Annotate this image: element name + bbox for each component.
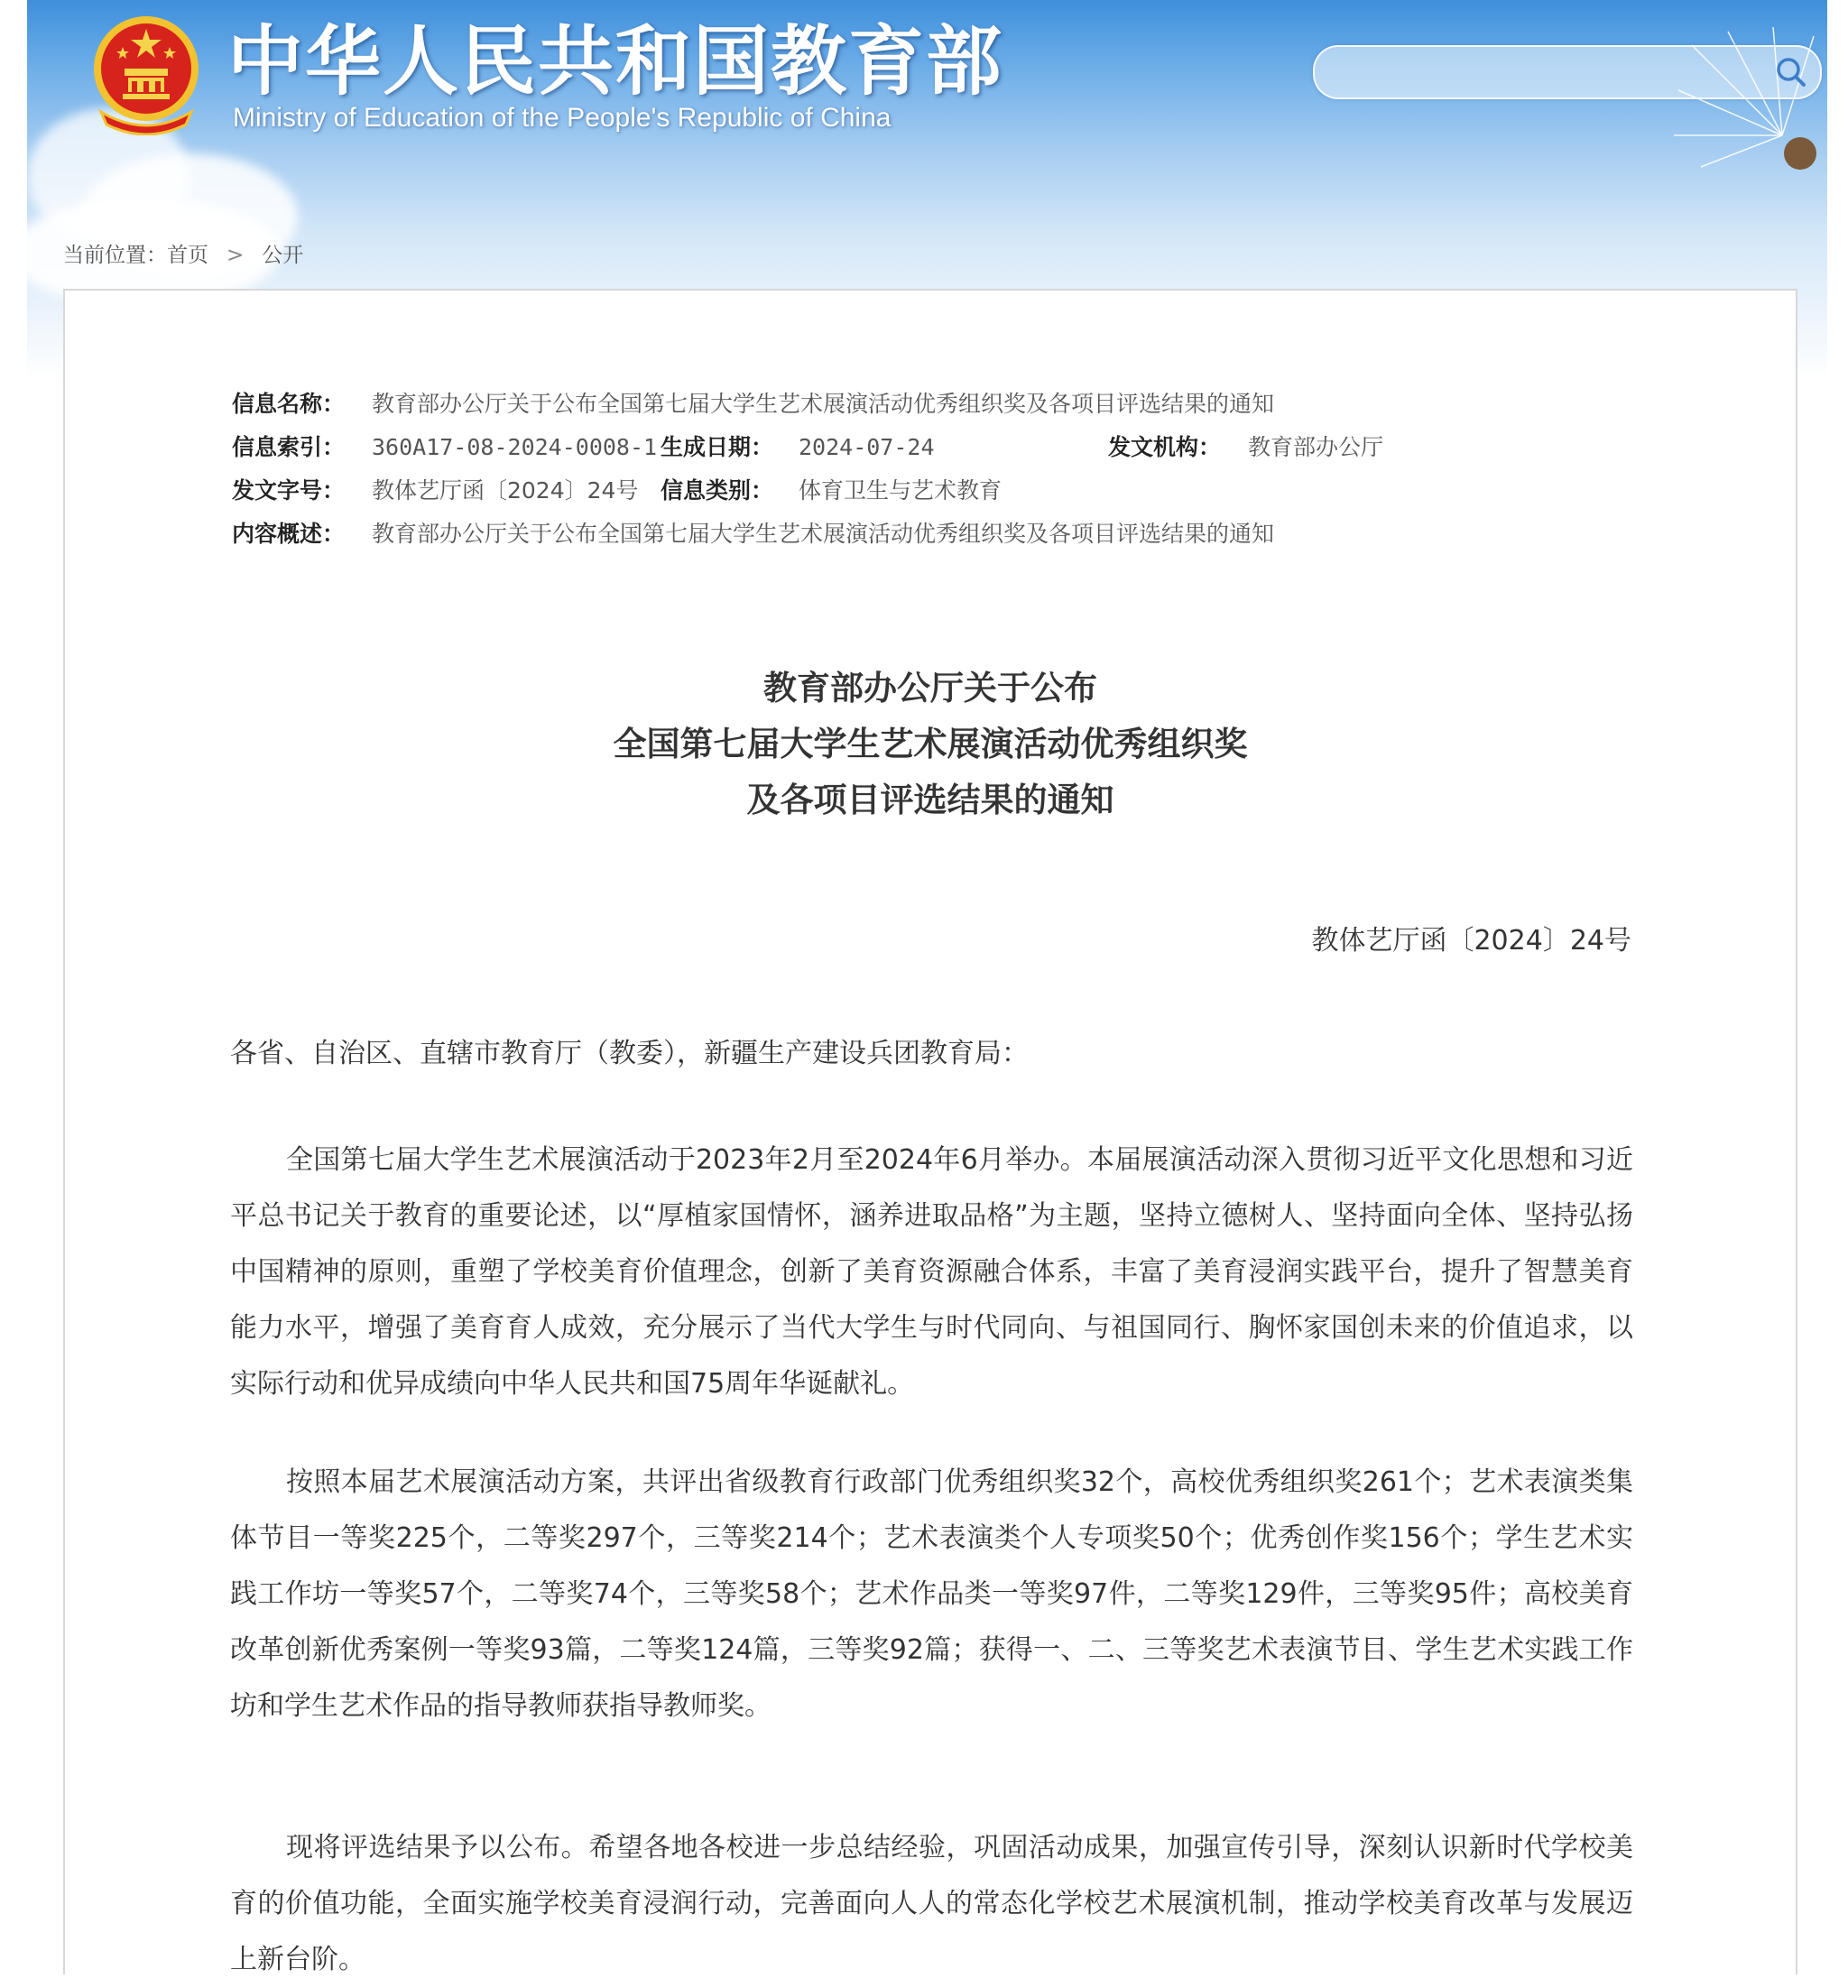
site-title-cn[interactable]: 中华人民共和国教育部	[227, 17, 1004, 106]
article-paragraph: 按照本届艺术展演活动方案，共评出省级教育行政部门优秀组织奖32个，高校优秀组织奖261个；艺术表演类集体节目一等奖225个，二等奖297个，三等奖214个；艺术表演类个人专项奖50个；优秀创作奖156个；学生艺术实践工作坊一等奖57个，二等奖74个，三等奖58个；艺术作品类一等奖97件，二等奖129件，三等奖95件；高校美育改革创新优秀案例一等奖93篇，二等奖124篇，三等奖92篇；获得一、二、三等奖艺术表演节目、学生艺术实践工作坊和学生艺术作品的指导教师获指导教师奖。	[230, 1466, 1633, 1722]
info-table	[232, 383, 1383, 556]
document-number: 教体艺厅函〔2024〕24号	[1311, 925, 1631, 957]
addressee: 各省、自治区、直辖市教育厅（教委），新疆生产建设兵团教育局：	[230, 1038, 1029, 1069]
info-label: 信息类别：	[661, 477, 774, 504]
info-value: 360A17-08-2024-0008-1	[372, 434, 658, 460]
article-paragraph: 全国第七届大学生艺术展演活动于2023年2月至2024年6月举办。本届展演活动深入贯彻习近平文化思想和习近平总书记关于教育的重要论述，以“厚植家国情怀，涵养进取品格”为主题，坚持立德树人、坚持面向全体、坚持弘扬中国精神的原则，重塑了学校美育价值理念，创新了美育资源融合体系，丰富了美育浸润实践平台，提升了智慧美育能力水平，增强了美育育人成效，充分展示了当代大学生与时代同向、与祖国同行、胸怀家国创未来的价值追求，以实际行动和优异成绩向中华人民共和国75周年华诞献礼。	[230, 1144, 1633, 1400]
chevron-right-icon: >	[226, 244, 245, 267]
info-value: 教育部办公厅关于公布全国第七届大学生艺术展演活动优秀组织奖及各项目评选结果的通知	[372, 521, 1275, 547]
breadcrumb-current-link[interactable]: 公开	[262, 244, 304, 267]
search-icon[interactable]	[1773, 54, 1809, 90]
info-label: 内容概述：	[232, 521, 346, 547]
info-label: 生成日期：	[661, 434, 774, 460]
info-row-docno	[232, 469, 1383, 513]
article-title	[65, 661, 1796, 828]
site-title-en[interactable]: Ministry of Education of the People's Republic of China	[233, 103, 892, 133]
article-paragraph: 现将评选结果予以公布。希望各地各校进一步总结经验，巩固活动成果，加强宣传引导，深刻认识新时代学校美育的价值功能，全面实施学校美育浸润行动，完善面向人人的常态化学校艺术展演机制，推动学校美育改革与发展迈上新台阶。	[230, 1832, 1633, 1975]
info-label: 发文机构：	[1108, 434, 1222, 460]
info-value: 教育部办公厅	[1248, 434, 1384, 460]
article-title-line: 全国第七届大学生艺术展演活动优秀组织奖	[613, 725, 1248, 763]
breadcrumb-label: 当前位置：	[63, 244, 167, 267]
info-label: 信息索引：	[232, 434, 346, 460]
info-value: 2024-07-24	[799, 434, 935, 460]
article-container	[63, 289, 1797, 1974]
info-label: 信息名称：	[232, 391, 346, 417]
search-input[interactable]	[1313, 45, 1822, 99]
info-row-index	[232, 426, 1383, 469]
breadcrumb-home-link[interactable]: 首页	[167, 244, 208, 267]
national-emblem-icon	[92, 13, 200, 135]
info-row-name	[232, 383, 1383, 426]
info-value: 体育卫生与艺术教育	[799, 477, 1003, 504]
info-value: 教育部办公厅关于公布全国第七届大学生艺术展演活动优秀组织奖及各项目评选结果的通知	[372, 391, 1275, 417]
info-row-summary	[232, 513, 1383, 556]
info-value: 教体艺厅函〔2024〕24号	[372, 477, 639, 504]
article-title-line: 教育部办公厅关于公布	[763, 669, 1097, 707]
article-title-line: 及各项目评选结果的通知	[746, 781, 1114, 819]
breadcrumb	[63, 238, 303, 268]
info-label: 发文字号：	[232, 477, 346, 504]
